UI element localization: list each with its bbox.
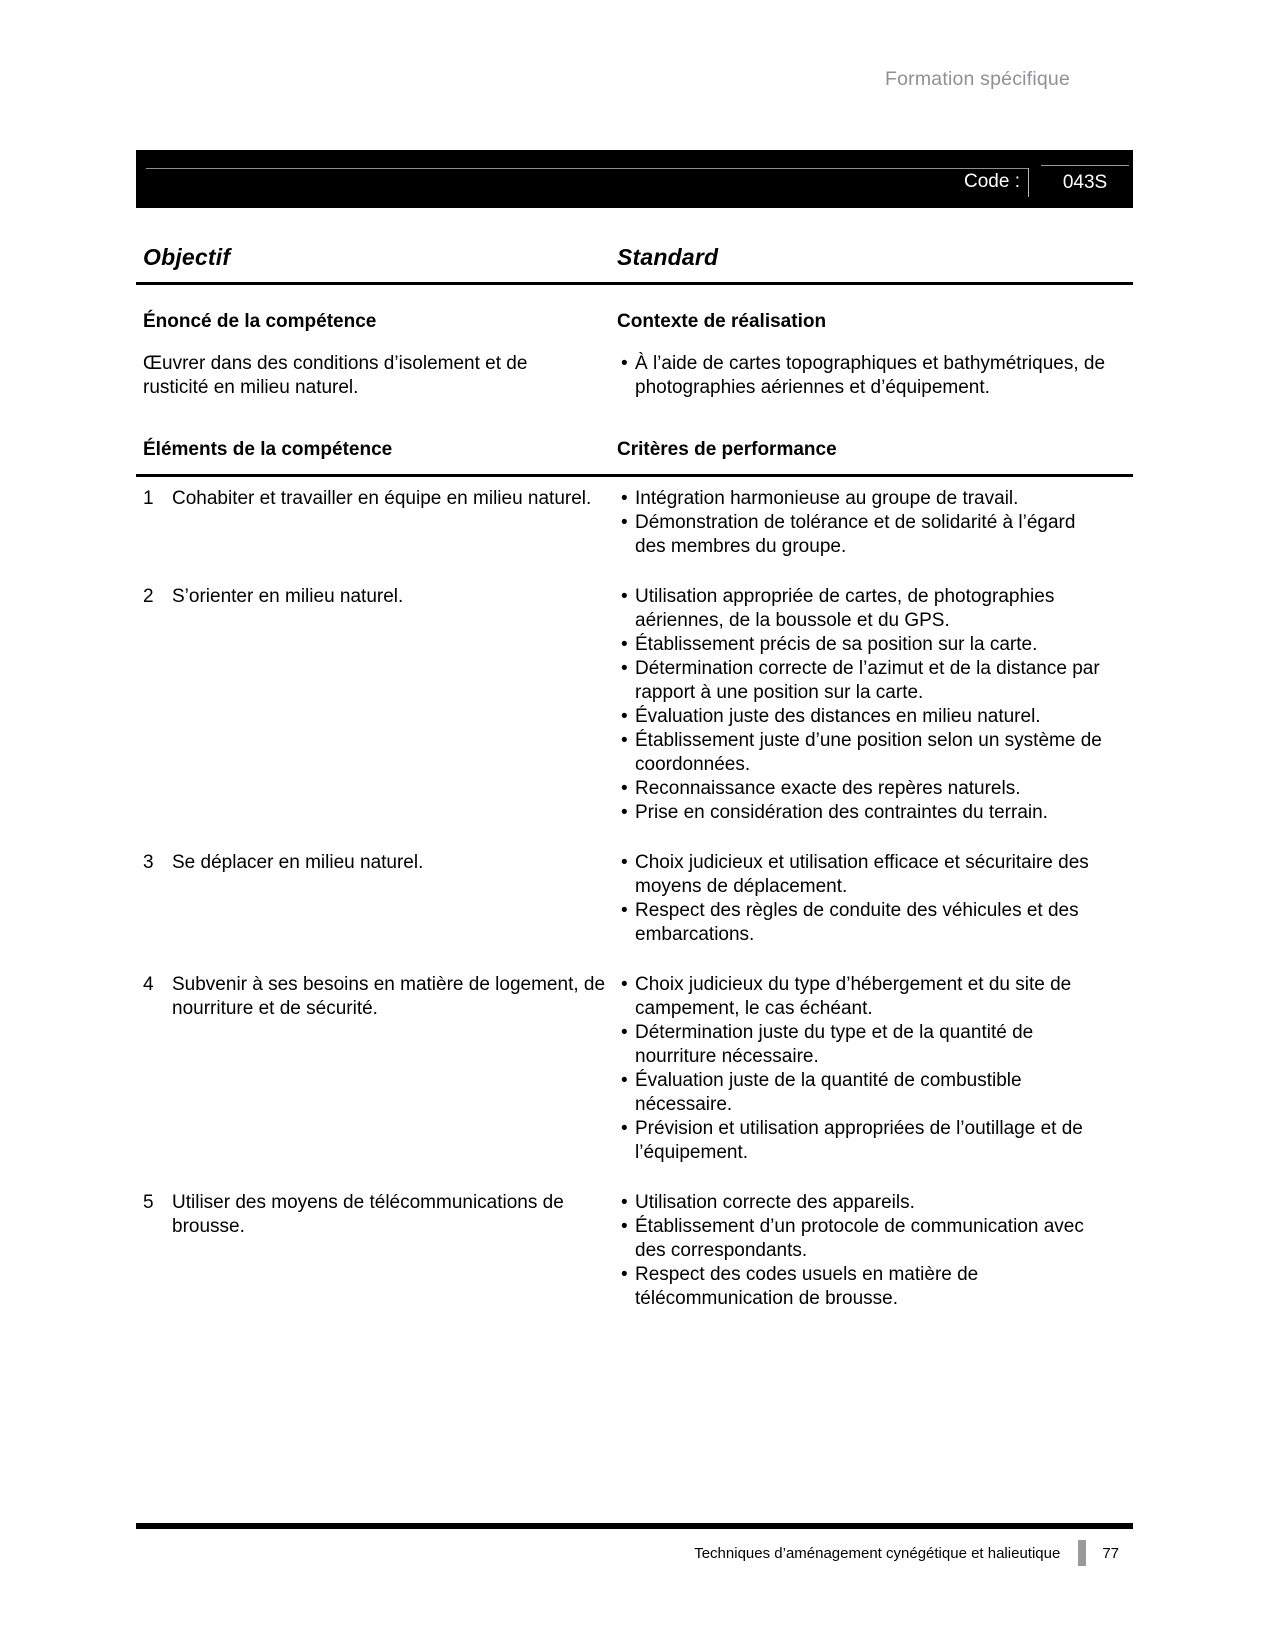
criteria-list	[617, 585, 1120, 825]
title-rule	[136, 282, 1133, 285]
page-number: 77	[1102, 1544, 1119, 1562]
competency-row-3	[136, 851, 1133, 947]
element-text: Utiliser des moyens de télécommunications de brousse.	[172, 1192, 564, 1237]
element-number: 3	[143, 852, 154, 873]
criteria-item: • Respect des codes usuels en matière de télécommunication de brousse.	[621, 1263, 1110, 1311]
criteria-item: • Utilisation appropriée de cartes, de photographies aériennes, de la boussole et du GPS.	[621, 585, 1110, 633]
criteria-item: • Intégration harmonieuse au groupe de travail.	[621, 487, 1110, 511]
running-header: Formation spécifique	[884, 68, 1070, 90]
element-item	[143, 851, 617, 875]
element-number: 4	[143, 974, 154, 995]
element-text: Cohabiter et travailler en équipe en milieu naturel.	[172, 488, 592, 509]
element-number: 5	[143, 1192, 154, 1213]
criteria-item: • Choix judicieux du type d’hébergement et du site de campement, le cas échéant.	[621, 973, 1110, 1021]
criteria-item: • Évaluation juste des distances en milieu naturel.	[621, 705, 1110, 729]
code-value: 043S	[1041, 165, 1129, 194]
element-item	[143, 1191, 617, 1239]
code-bar	[136, 150, 1133, 208]
footer-rule	[136, 1523, 1133, 1529]
contexte-heading: Contexte de réalisation	[617, 311, 827, 332]
enonce-text: Œuvrer dans des conditions d’isolement et de rusticité en milieu naturel.	[143, 353, 528, 398]
objectif-title: Objectif	[143, 244, 231, 270]
footer-program-name: Techniques d’aménagement cynégétique et halieutique	[694, 1544, 1061, 1562]
criteria-item: • Établissement précis de sa position sur la carte.	[621, 633, 1110, 657]
element-text: S’orienter en milieu naturel.	[172, 586, 404, 607]
contexte-bullet-list	[617, 352, 1120, 400]
criteria-item: • Détermination correcte de l’azimut et de la distance par rapport à une position sur la carte.	[621, 657, 1110, 705]
competency-row-4	[136, 973, 1133, 1165]
criteria-item: • Détermination juste du type et de la quantité de nourriture nécessaire.	[621, 1021, 1110, 1069]
competence-row	[136, 352, 1133, 400]
headings-row-2	[136, 438, 1133, 462]
code-bar-separator	[1028, 168, 1029, 197]
criteria-item: • Prise en considération des contraintes du terrain.	[621, 801, 1110, 825]
title-row	[136, 244, 1133, 272]
criteres-heading: Critères de performance	[617, 439, 837, 460]
criteria-list	[617, 973, 1120, 1165]
element-item	[143, 585, 617, 609]
criteria-item: • Évaluation juste de la quantité de combustible nécessaire.	[621, 1069, 1110, 1117]
criteria-item: • Utilisation correcte des appareils.	[621, 1191, 1110, 1215]
elements-heading: Éléments de la compétence	[143, 439, 393, 460]
competency-row-5	[136, 1191, 1133, 1311]
criteria-list	[617, 851, 1120, 947]
enonce-heading: Énoncé de la compétence	[143, 311, 377, 332]
standard-title: Standard	[617, 244, 719, 270]
criteria-item: • Démonstration de tolérance et de solidarité à l’égard des membres du groupe.	[621, 511, 1110, 559]
footer-divider-bar	[1078, 1540, 1086, 1566]
criteria-item: • Reconnaissance exacte des repères naturels.	[621, 777, 1110, 801]
contexte-bullet: • À l’aide de cartes topographiques et bathymétriques, de photographies aériennes et d’équipement.	[621, 352, 1110, 400]
element-text: Se déplacer en milieu naturel.	[172, 852, 424, 873]
element-item	[143, 973, 617, 1021]
element-text: Subvenir à ses besoins en matière de logement, de nourriture et de sécurité.	[172, 974, 606, 1019]
main-content	[136, 208, 1133, 1311]
element-number: 2	[143, 586, 154, 607]
element-item	[143, 487, 617, 511]
criteria-item: • Choix judicieux et utilisation efficace et sécuritaire des moyens de déplacement.	[621, 851, 1110, 899]
criteria-list	[617, 487, 1120, 559]
criteria-list	[617, 1191, 1120, 1311]
criteria-item: • Établissement d’un protocole de communication avec des correspondants.	[621, 1215, 1110, 1263]
code-label: Code :	[964, 171, 1020, 192]
competency-row-2	[136, 585, 1133, 825]
criteria-item: • Prévision et utilisation appropriées de l’outillage et de l’équipement.	[621, 1117, 1110, 1165]
code-bar-hairline	[146, 168, 1028, 169]
competency-row-1	[136, 487, 1133, 559]
section-rule	[136, 474, 1133, 477]
element-number: 1	[143, 488, 154, 509]
footer	[136, 1540, 1133, 1566]
headings-row-1	[136, 310, 1133, 334]
criteria-item: • Établissement juste d’une position selon un système de coordonnées.	[621, 729, 1110, 777]
criteria-item: • Respect des règles de conduite des véhicules et des embarcations.	[621, 899, 1110, 947]
